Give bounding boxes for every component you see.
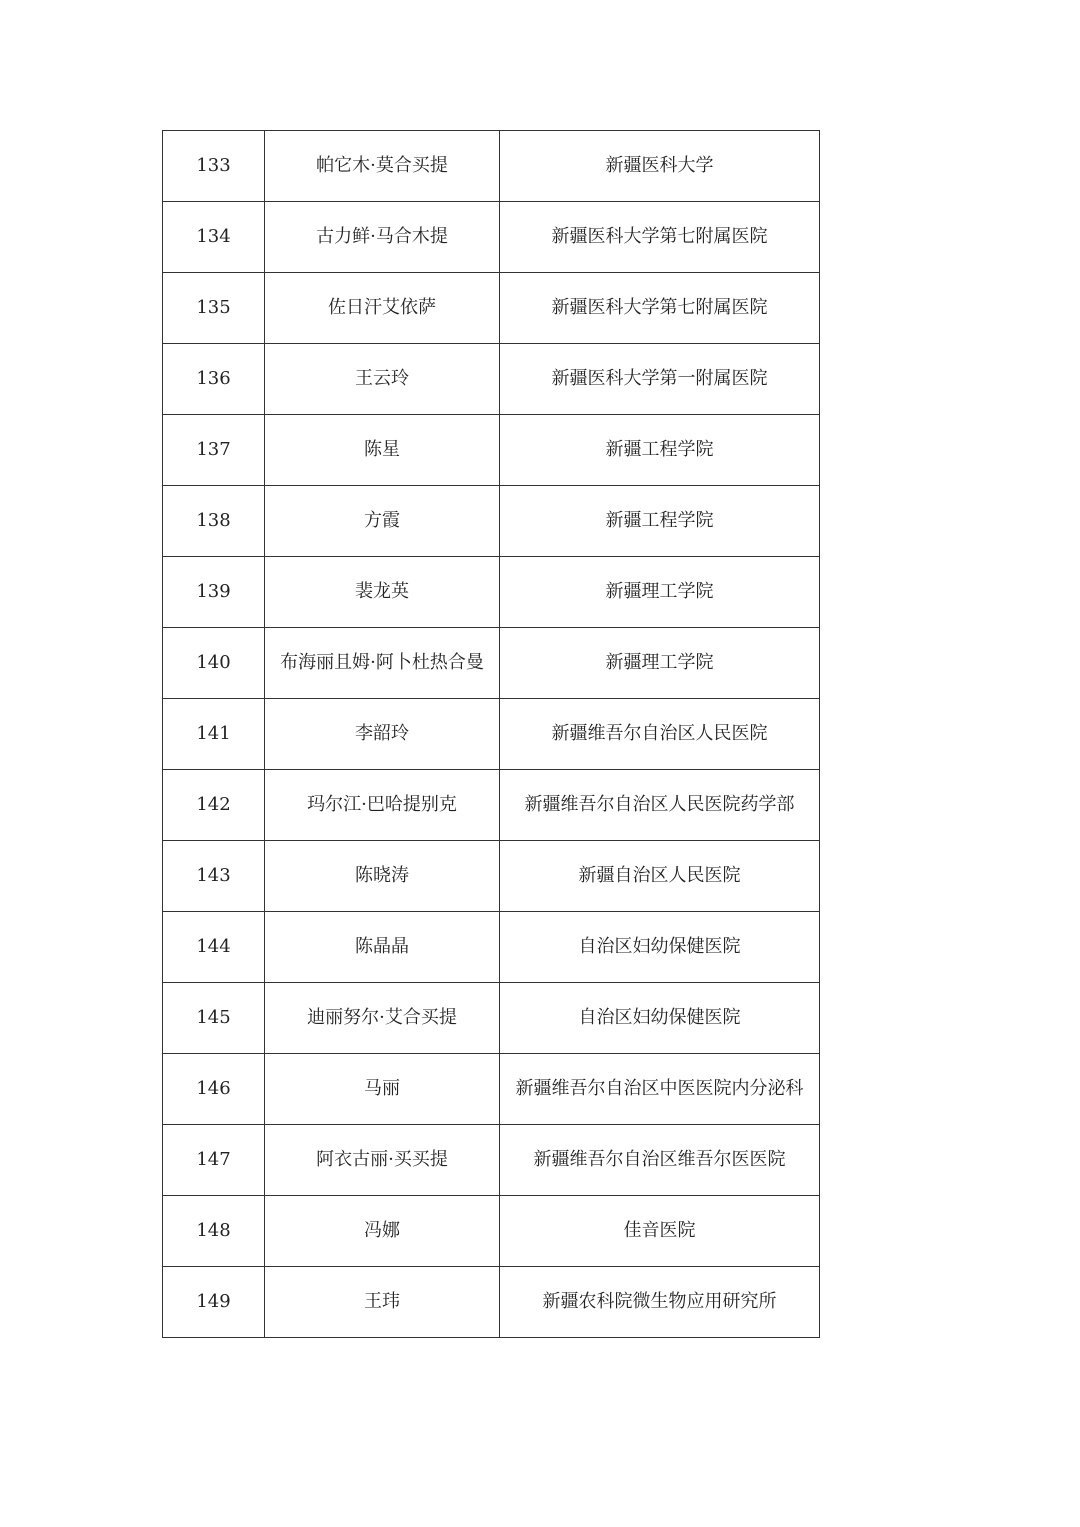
person-name: 布海丽且姆·阿卜杜热合曼 <box>265 628 500 699</box>
table-row <box>163 202 820 273</box>
row-number: 134 <box>163 202 265 273</box>
table-row <box>163 770 820 841</box>
row-number: 141 <box>163 699 265 770</box>
row-number: 144 <box>163 912 265 983</box>
table-row <box>163 841 820 912</box>
organization: 新疆维吾尔自治区维吾尔医医院 <box>500 1125 820 1196</box>
row-number: 149 <box>163 1267 265 1338</box>
row-number: 135 <box>163 273 265 344</box>
person-name: 帕它木·莫合买提 <box>265 131 500 202</box>
organization: 新疆医科大学第一附属医院 <box>500 344 820 415</box>
organization: 新疆农科院微生物应用研究所 <box>500 1267 820 1338</box>
table-row <box>163 912 820 983</box>
row-number: 142 <box>163 770 265 841</box>
organization: 新疆理工学院 <box>500 557 820 628</box>
table-row <box>163 273 820 344</box>
organization: 新疆理工学院 <box>500 628 820 699</box>
organization: 自治区妇幼保健医院 <box>500 983 820 1054</box>
row-number: 143 <box>163 841 265 912</box>
row-number: 148 <box>163 1196 265 1267</box>
row-number: 140 <box>163 628 265 699</box>
row-number: 137 <box>163 415 265 486</box>
organization: 新疆医科大学第七附属医院 <box>500 273 820 344</box>
person-name: 冯娜 <box>265 1196 500 1267</box>
table-row <box>163 486 820 557</box>
table-row <box>163 415 820 486</box>
person-name: 王云玲 <box>265 344 500 415</box>
table-row <box>163 1054 820 1125</box>
table-row <box>163 131 820 202</box>
organization: 新疆自治区人民医院 <box>500 841 820 912</box>
person-name: 方霞 <box>265 486 500 557</box>
roster-table <box>162 130 820 1338</box>
table-row <box>163 628 820 699</box>
person-name: 王玮 <box>265 1267 500 1338</box>
person-name: 佐日汗艾依萨 <box>265 273 500 344</box>
organization: 新疆维吾尔自治区中医医院内分泌科 <box>500 1054 820 1125</box>
table-row <box>163 557 820 628</box>
table-row <box>163 1267 820 1338</box>
table-row <box>163 699 820 770</box>
organization: 新疆医科大学 <box>500 131 820 202</box>
person-name: 李韶玲 <box>265 699 500 770</box>
roster-table-body <box>163 131 820 1338</box>
table-row <box>163 1125 820 1196</box>
person-name: 陈晶晶 <box>265 912 500 983</box>
organization: 自治区妇幼保健医院 <box>500 912 820 983</box>
table-row <box>163 1196 820 1267</box>
row-number: 145 <box>163 983 265 1054</box>
person-name: 陈晓涛 <box>265 841 500 912</box>
person-name: 玛尔江·巴哈提别克 <box>265 770 500 841</box>
organization: 佳音医院 <box>500 1196 820 1267</box>
row-number: 139 <box>163 557 265 628</box>
row-number: 133 <box>163 131 265 202</box>
person-name: 陈星 <box>265 415 500 486</box>
organization: 新疆工程学院 <box>500 486 820 557</box>
person-name: 马丽 <box>265 1054 500 1125</box>
organization: 新疆维吾尔自治区人民医院 <box>500 699 820 770</box>
person-name: 古力鲜·马合木提 <box>265 202 500 273</box>
table-row <box>163 983 820 1054</box>
organization: 新疆工程学院 <box>500 415 820 486</box>
row-number: 146 <box>163 1054 265 1125</box>
person-name: 裴龙英 <box>265 557 500 628</box>
row-number: 147 <box>163 1125 265 1196</box>
person-name: 迪丽努尔·艾合买提 <box>265 983 500 1054</box>
person-name: 阿衣古丽·买买提 <box>265 1125 500 1196</box>
organization: 新疆医科大学第七附属医院 <box>500 202 820 273</box>
organization: 新疆维吾尔自治区人民医院药学部 <box>500 770 820 841</box>
row-number: 138 <box>163 486 265 557</box>
table-row <box>163 344 820 415</box>
row-number: 136 <box>163 344 265 415</box>
